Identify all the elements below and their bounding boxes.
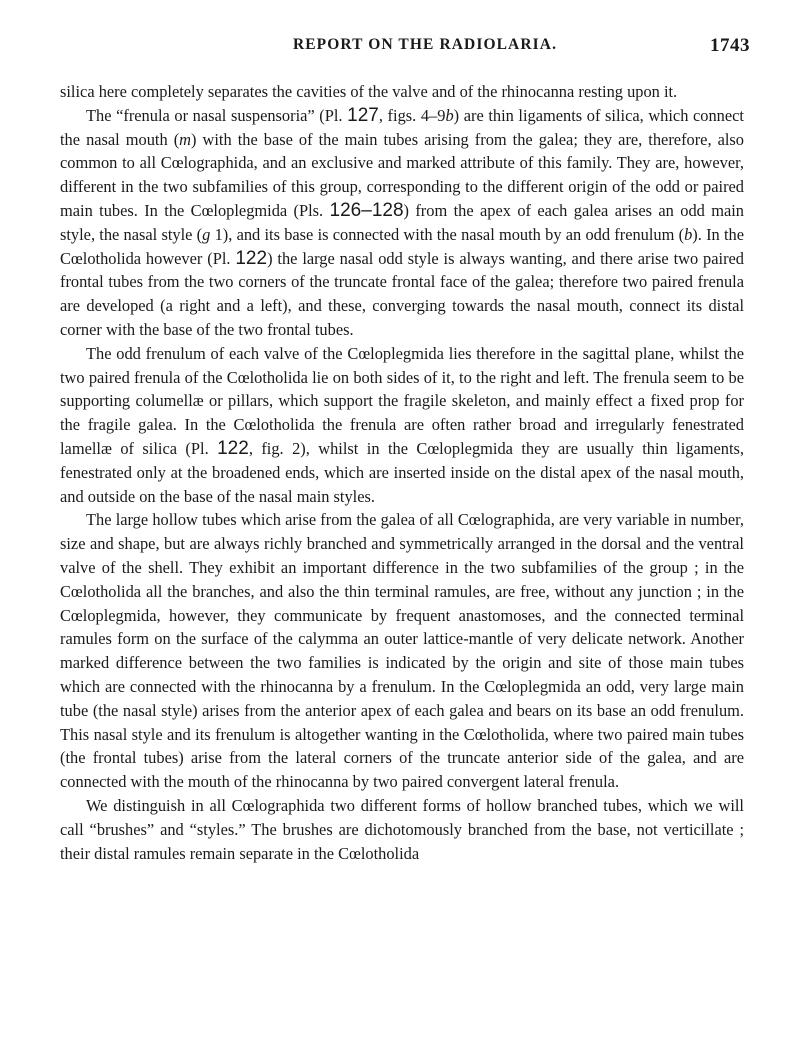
plate-number: 126–128 [329,199,404,221]
figure-letter: b [445,105,454,125]
paragraph-continuation: silica here completely separates the cavities of the valve and of the rhinocanna resting upon it. [60,82,678,101]
plate-number: 122 [217,437,249,459]
paragraph-hollow-tubes: The large hollow tubes which arise from the galea of all Cœlographida, are very variable in number, size and shape, but are always richly branched and symmetrically arranged in the dorsal and the ventral valve of the shell. They exhibit an important difference in the two subfamilies of the group ; in the Cœlotholida all the branches, and also the thin terminal ramules, are free, without any junction ; in the Cœloplegmida, however, they communicate by frequent anastomoses, and the connected terminal ramules form on the surface of the calymma an outer lattice-mantle of very delicate network. Another marked difference between the two families is indicated by the origin and site of those main tubes which are connected with the rhinocanna by a frenulum. In the Cœloplegmida an odd, very large main tube (the nasal style) arises from the anterior apex of each galea and bears on its base an odd frenulum. This nasal style and its frenulum is altogether wanting in the Cœlotholida, where two paired main tubes (the frontal tubes) arise from the lateral corners of the truncate anterior side of the galea, and are connected with the mouth of the rhinocanna by two paired convergent lateral frenula. [60,510,744,792]
figure-letter: g [202,224,211,244]
paragraph-odd-frenulum: The odd frenulum of each valve of the Cœloplegmida lies therefore in the sagittal plane, whilst the two paired frenula of the Cœlotholida lie on both sides of it, to the right and left. The frenula seem to be supporting columellæ or pillars, which support the fragile skeleton, and mainly effect a fixed prop for the fragile galea. In the Cœlotholida the frenula are often rather broad and irregularly fenestrated lamellæ of silica (Pl. 122, fig. 2), whilst in the Cœloplegmida they are usually thin ligaments, fenestrated only at the broadened ends, which are inserted inside on the distal apex of the nasal mouth, and outside on the base of the nasal main styles. [60,343,744,506]
paragraph-frenula: The “frenula or nasal suspensoria” (Pl. 127, figs. 4–9b) are thin ligaments of silica, which connect the nasal mouth (m) with the base of the main tubes arising from the galea; they are, therefore, also common to all Cœlographida, and an exclusive and marked attribute of this family. They are, however, different in the two subfamilies of this group, corresponding to the different origin of the odd or paired main tubes. In the Cœloplegmida (Pls. 126–128) from the apex of each galea arises an odd main style, the nasal style (g 1), and its base is connected with the nasal mouth by an odd frenulum (b). In the Cœlotholida however (Pl. 122) the large nasal odd style is always wanting, and there arise two paired frontal tubes from the two corners of the truncate frontal face of the galea; therefore two paired frenula are developed (a right and a left), and these, converging towards the nasal mouth, connect its distal corner with the base of the two frontal tubes. [60,104,744,339]
running-title: REPORT ON THE RADIOLARIA. [292,36,558,53]
body-text [60,80,744,865]
page-header [60,36,750,60]
figure-letter: b [684,224,693,244]
page-number: 1743 [710,35,750,56]
paragraph-brushes-styles: We distinguish in all Cœlographida two different forms of hollow branched tubes, which we will call “brushes” and “styles.” The brushes are dichotomously branched from the base, not verticillate ; their distal ramules remain separate in the Cœlotholida [60,795,744,863]
figure-letter: m [179,129,192,149]
plate-number: 122 [235,247,268,269]
plate-number: 127 [347,104,379,126]
